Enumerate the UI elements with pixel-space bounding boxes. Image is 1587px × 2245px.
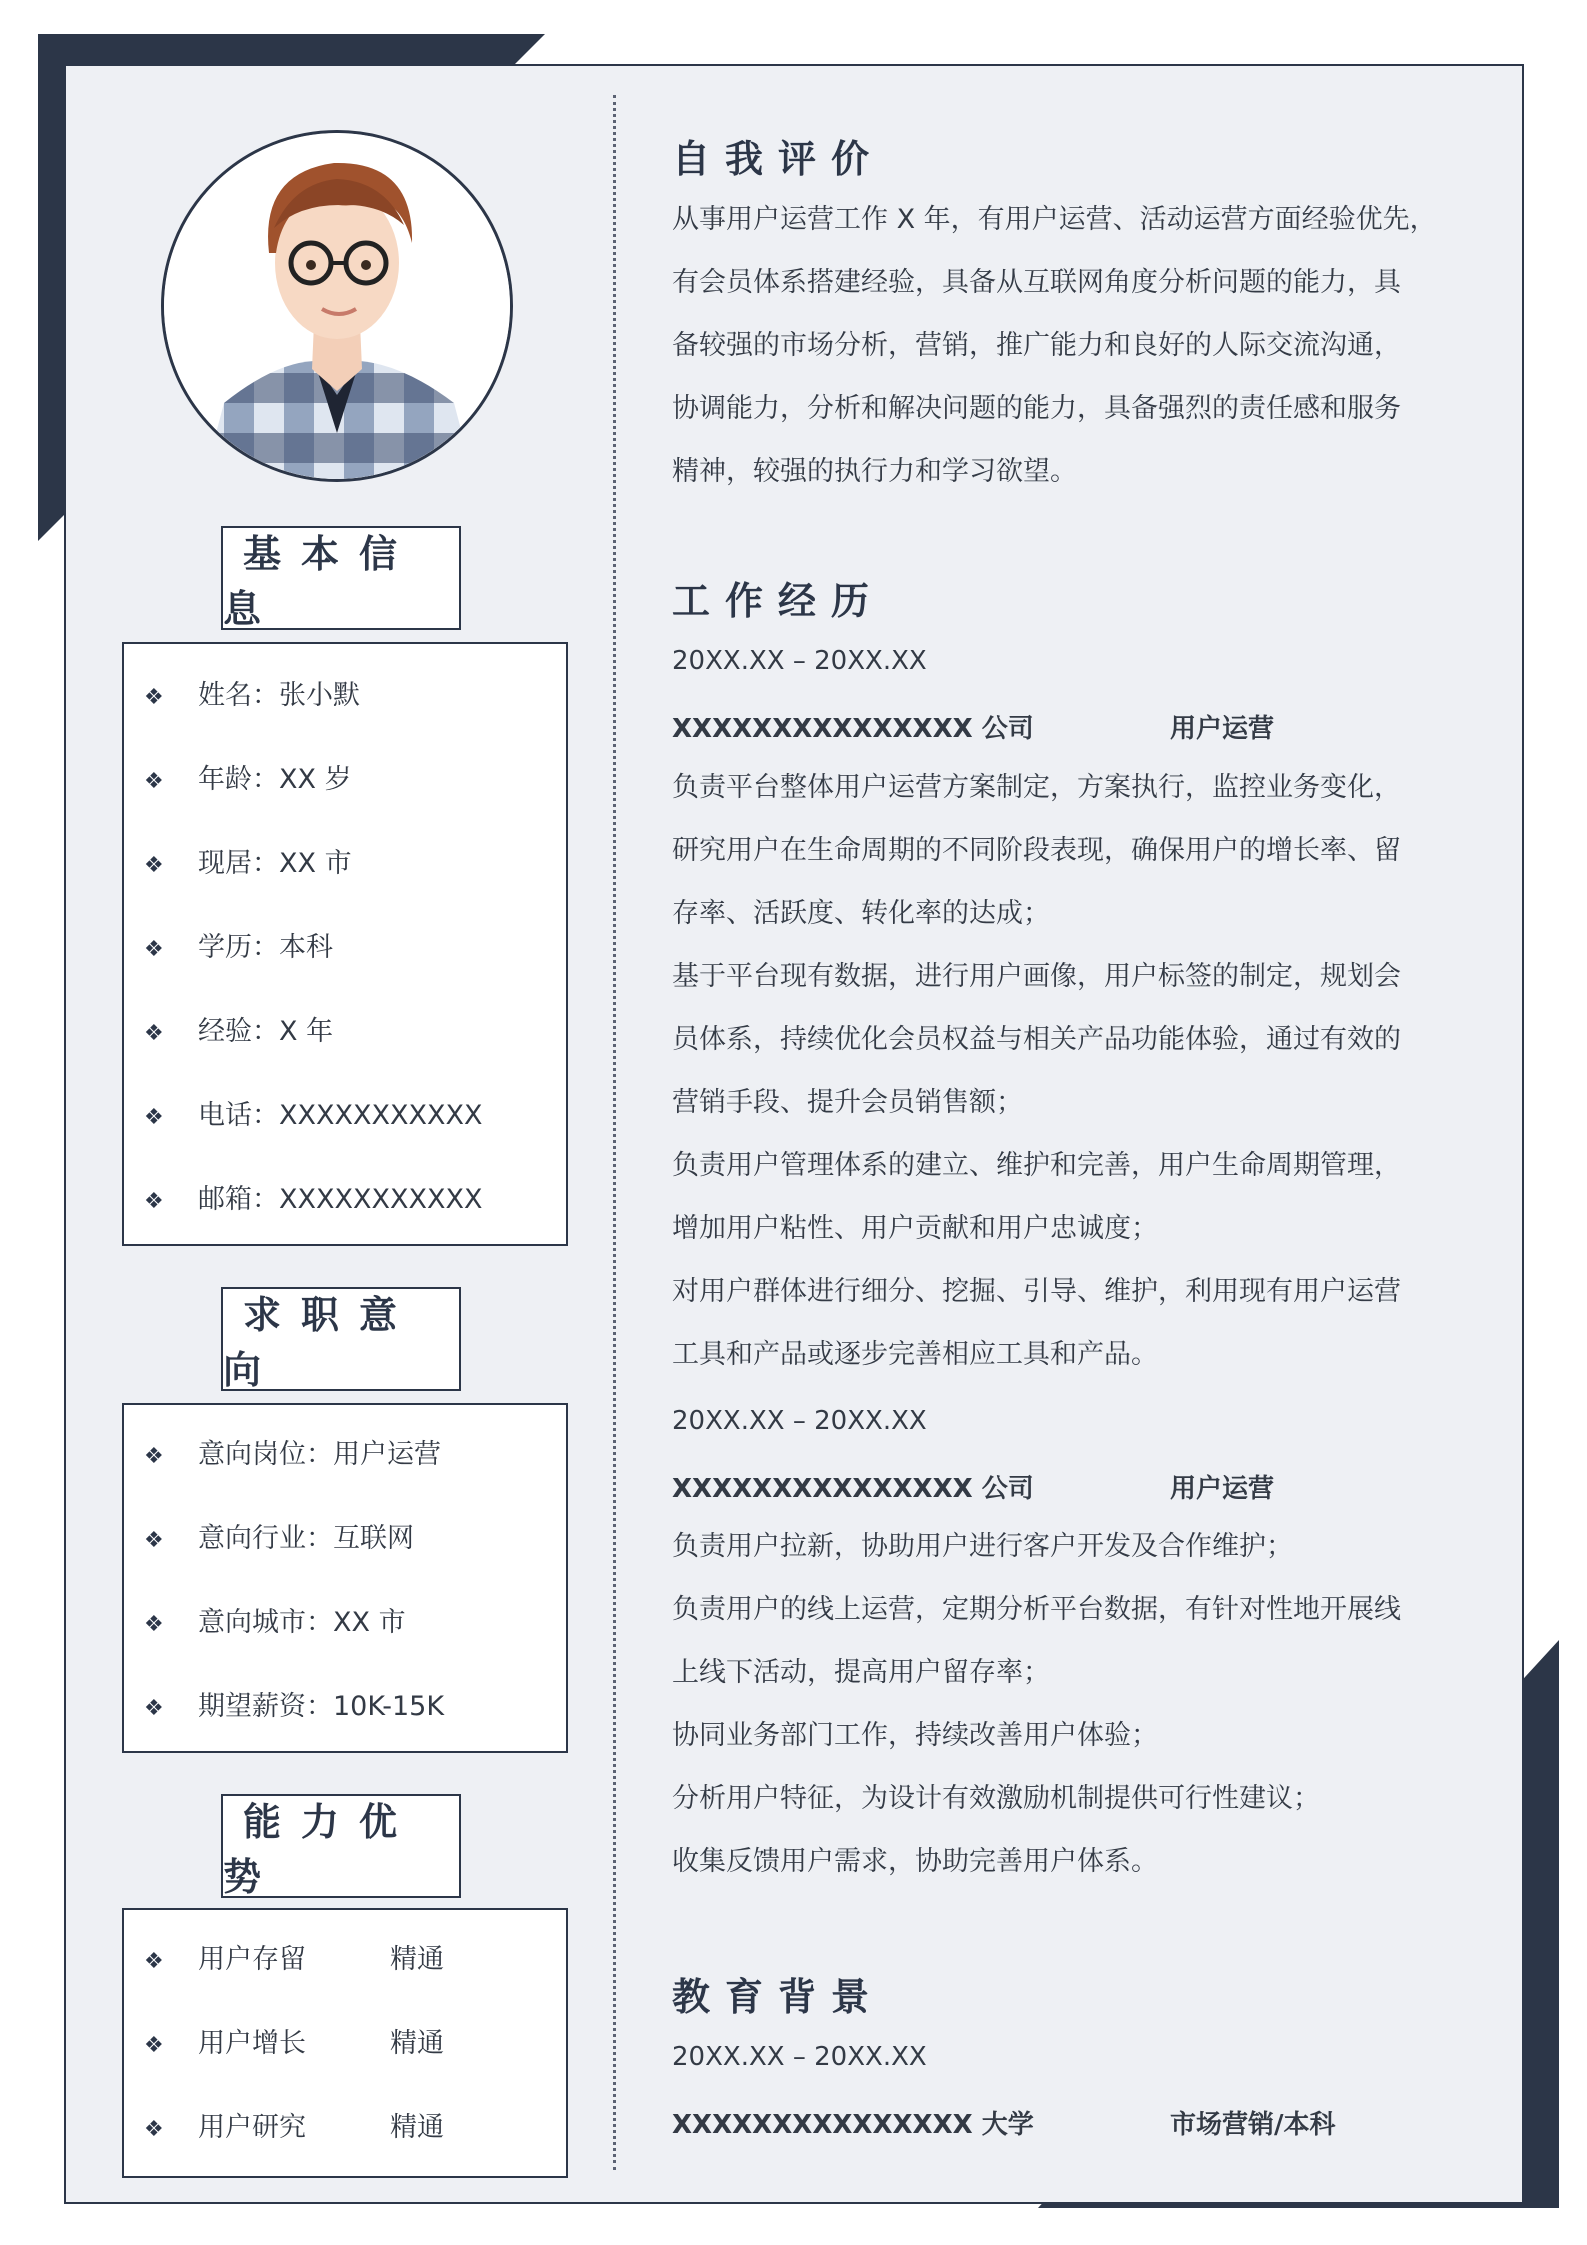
intent-item-city: ❖ 意向城市：XX 市	[144, 1603, 406, 1643]
diamond-bullet-icon: ❖	[144, 769, 164, 794]
diamond-bullet-icon: ❖	[144, 1444, 164, 1469]
diamond-bullet-icon: ❖	[144, 2033, 164, 2058]
self-eval-heading: 自我评价	[672, 136, 885, 181]
info-item-experience: ❖ 经验：X 年	[144, 1012, 333, 1052]
diamond-bullet-icon: ❖	[144, 1189, 164, 1214]
education-dates: 20XX.XX – 20XX.XX	[672, 2042, 927, 2072]
avatar	[161, 130, 513, 482]
diamond-bullet-icon: ❖	[144, 1696, 164, 1721]
avatar-illustration	[164, 133, 510, 479]
skill-item: ❖ 用户存留 精通	[144, 1940, 444, 1980]
job-1-company: XXXXXXXXXXXXXXX 公司	[672, 714, 1034, 744]
diamond-bullet-icon: ❖	[144, 937, 164, 962]
intent-item-salary: ❖ 期望薪资：10K-15K	[144, 1687, 444, 1727]
education-major: 市场营销/本科	[1170, 2110, 1336, 2140]
job-intent-heading: 求职意向	[221, 1287, 461, 1391]
info-item-email: ❖ 邮箱：XXXXXXXXXXX	[144, 1180, 482, 1220]
info-item-education: ❖ 学历：本科	[144, 928, 333, 968]
job-1-role: 用户运营	[1170, 714, 1275, 744]
job-1-description: 负责平台整体用户运营方案制定，方案执行，监控业务变化， 研究用户在生命周期的不同阶段表现，确保用户的增长率、留 存率、活跃度、转化率的达成； 基于平台现有数据，进行用户画像，用户标签的制定，规划会 员体系，持续优化会员权益与相关产品功能体验，通过有效的 营销手段、提升会员销售额； 负责用户管理体系的建立、维护和完善，用户生命周期管理， 增加用户粘性、用户贡献和用户忠诚度； 对用户群体进行细分、挖掘、引导、维护，利用现有用户运营 工具和产品或逐步完善相应工具和产品。	[672, 772, 1401, 1370]
education-school: XXXXXXXXXXXXXXX 大学	[672, 2110, 1034, 2140]
job-2-company: XXXXXXXXXXXXXXX 公司	[672, 1474, 1034, 1504]
basic-info-box	[122, 642, 568, 1246]
diamond-bullet-icon: ❖	[144, 1021, 164, 1046]
intent-item-industry: ❖ 意向行业：互联网	[144, 1519, 414, 1559]
diamond-bullet-icon: ❖	[144, 853, 164, 878]
job-intent-box	[122, 1403, 568, 1753]
skill-item: ❖ 用户增长 精通	[144, 2024, 444, 2064]
job-1-dates: 20XX.XX – 20XX.XX	[672, 646, 927, 676]
job-2-role: 用户运营	[1170, 1474, 1275, 1504]
self-eval-text: 从事用户运营工作 X 年，有用户运营、活动运营方面经验优先， 有会员体系搭建经验，具备从互联网角度分析问题的能力，具 备较强的市场分析，营销，推广能力和良好的人际交流沟通， 协调能力，分析和解决问题的能力，具备强烈的责任感和服务 精神，较强的执行力和学习欲望。	[672, 204, 1437, 487]
job-2-dates: 20XX.XX – 20XX.XX	[672, 1406, 927, 1436]
info-item-name: ❖ 姓名：张小默	[144, 676, 360, 716]
diamond-bullet-icon: ❖	[144, 685, 164, 710]
skills-heading: 能力优势	[221, 1794, 461, 1898]
diamond-bullet-icon: ❖	[144, 1528, 164, 1553]
education-heading: 教育背景	[672, 1974, 885, 2019]
info-item-age: ❖ 年龄：XX 岁	[144, 760, 352, 800]
work-heading: 工作经历	[672, 578, 885, 623]
skills-box	[122, 1908, 568, 2178]
diamond-bullet-icon: ❖	[144, 2117, 164, 2142]
diamond-bullet-icon: ❖	[144, 1105, 164, 1130]
skill-item: ❖ 用户研究 精通	[144, 2108, 444, 2148]
intent-item-position: ❖ 意向岗位：用户运营	[144, 1435, 441, 1475]
diamond-bullet-icon: ❖	[144, 1612, 164, 1637]
basic-info-heading: 基本信息	[221, 526, 461, 630]
column-divider	[613, 95, 616, 2170]
diamond-bullet-icon: ❖	[144, 1949, 164, 1974]
info-item-phone: ❖ 电话：XXXXXXXXXXX	[144, 1096, 482, 1136]
info-item-city: ❖ 现居：XX 市	[144, 844, 352, 884]
job-2-description: 负责用户拉新，协助用户进行客户开发及合作维护； 负责用户的线上运营，定期分析平台数据，有针对性地开展线 上线下活动，提高用户留存率； 协同业务部门工作，持续改善用户体验； 分析用户特征，为设计有效激励机制提供可行性建议； 收集反馈用户需求，协助完善用户体系。	[672, 1531, 1401, 1877]
